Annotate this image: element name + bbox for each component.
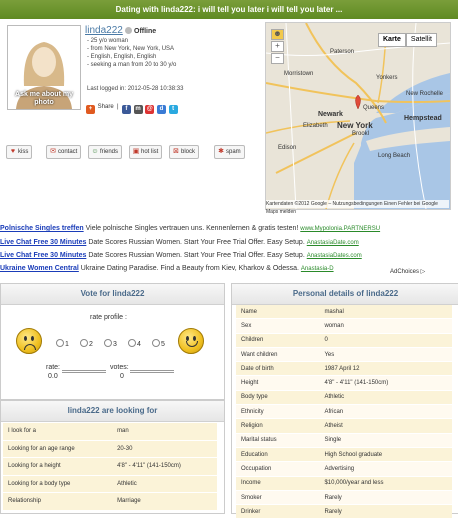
table-row	[236, 333, 452, 347]
heart-icon: ♥	[10, 148, 16, 155]
friends-label: friends	[100, 149, 119, 155]
field-label: Relationship	[3, 493, 112, 511]
friends-icon: ☺	[91, 148, 99, 155]
status-dot-icon	[125, 27, 132, 34]
field-value: Yes	[319, 347, 452, 361]
hotlist-icon: ▣	[132, 148, 140, 155]
votes-value: 0	[120, 373, 124, 380]
field-label: Smoker	[236, 490, 319, 504]
map-label: Paterson	[330, 49, 355, 55]
field-label: Want children	[236, 347, 319, 361]
table-row	[236, 362, 452, 376]
ad-url[interactable]: Anastasia-D	[300, 266, 334, 272]
spam-icon: ✱	[218, 148, 224, 155]
online-status	[125, 27, 156, 35]
table-row	[3, 475, 217, 493]
table-row	[236, 447, 452, 461]
ad-title[interactable]: Live Chat Free 30 Minutes	[0, 239, 87, 246]
field-value: $10,000/year and less	[319, 476, 452, 490]
rating-option-label: 1	[65, 341, 69, 348]
field-label: Height	[236, 376, 319, 390]
field-value: High School graduate	[319, 447, 452, 461]
table-row	[3, 423, 217, 440]
field-value: Marriage	[112, 493, 217, 511]
rating-option-4[interactable]	[128, 339, 141, 348]
block-button[interactable]	[169, 145, 199, 159]
field-label: Drinker	[236, 505, 319, 519]
table-row	[236, 462, 452, 476]
radio-button[interactable]	[104, 339, 112, 347]
ad-line[interactable]	[0, 263, 388, 275]
table-row	[236, 390, 452, 404]
field-label: Marital status	[236, 433, 319, 447]
table-row	[236, 347, 452, 361]
rate-profile-label: rate profile :	[90, 314, 127, 321]
ad-url[interactable]: AnastasiaDate.com	[306, 240, 359, 246]
table-row	[236, 319, 452, 333]
photo-caption: Ask me about my photo	[15, 91, 73, 106]
ad-url[interactable]: www.Mypolonia.PARTNERSU	[300, 226, 381, 232]
field-value: 20-30	[112, 440, 217, 458]
adchoices-link[interactable]: AdChoices ▷	[390, 269, 426, 275]
field-value: Single	[319, 433, 452, 447]
field-value: 4'8" - 4'11" (141-150cm)	[112, 458, 217, 476]
tab-satellite[interactable]: Satellit	[406, 33, 437, 47]
ad-text: Date Scores Russian Women. Start Your Free Trial Offer. Easy Setup.	[88, 239, 305, 246]
field-value: Athletic	[319, 390, 452, 404]
pegman-icon[interactable]: ☻	[271, 29, 284, 40]
myspace-icon[interactable]: m	[135, 106, 141, 112]
ad-title[interactable]: Ukraine Women Central	[0, 265, 79, 272]
ad-line[interactable]	[0, 223, 458, 235]
rating-option-5[interactable]	[152, 339, 165, 348]
username-link[interactable]: linda222	[85, 25, 123, 36]
field-value: mashal	[319, 305, 452, 319]
field-label: Children	[236, 333, 319, 347]
ad-line[interactable]	[0, 237, 458, 249]
field-value: Rarely	[319, 490, 452, 504]
map-type-tabs	[378, 28, 437, 43]
map-label: Long Beach	[378, 153, 411, 159]
rating-option-2[interactable]	[80, 339, 93, 348]
field-value: Advertising	[319, 462, 452, 476]
profile-photo[interactable]	[7, 25, 81, 110]
field-label: Income	[236, 476, 319, 490]
contact-button[interactable]	[46, 145, 81, 159]
map-zoom-control	[271, 29, 284, 65]
map-label: Hempstead	[404, 115, 442, 122]
personal-details-table	[236, 305, 452, 519]
rating-option-label: 2	[89, 341, 93, 348]
map-label: New York	[337, 121, 373, 130]
looking-for-title: linda222 are looking for	[1, 401, 224, 422]
field-label: Looking for a body type	[3, 475, 112, 493]
spam-button[interactable]	[214, 145, 245, 159]
field-value: African	[319, 405, 452, 419]
delicious-icon[interactable]: d	[157, 105, 166, 114]
status-text: Offline	[134, 28, 157, 35]
field-value: 0	[319, 333, 452, 347]
hotlist-button[interactable]	[129, 145, 162, 159]
field-label: Date of birth	[236, 362, 319, 376]
ad-text: Date Scores Russian Women. Start Your Free Trial Offer. Easy Setup.	[88, 252, 305, 259]
contact-label: contact	[58, 149, 78, 155]
field-label: Education	[236, 447, 319, 461]
field-value: Rarely	[319, 505, 452, 519]
rating-option-1[interactable]	[56, 339, 69, 348]
table-row	[236, 419, 452, 433]
block-label: block	[181, 149, 196, 155]
share-label[interactable]: Share	[97, 104, 114, 110]
vote-panel-title: Vote for linda222	[1, 284, 224, 305]
profile-info-line: - English, English, English	[87, 54, 157, 60]
field-label: Looking for an age range	[3, 440, 112, 458]
votes-label: votes:	[110, 364, 129, 371]
field-label: Sex	[236, 319, 319, 333]
tab-map[interactable]: Karte	[378, 33, 406, 47]
table-row	[3, 458, 217, 476]
table-row	[236, 476, 452, 490]
facebook-icon[interactable]: f	[122, 105, 131, 114]
field-value: Athletic	[112, 475, 217, 493]
happy-face-icon[interactable]	[178, 328, 204, 354]
looking-for-table	[3, 423, 217, 511]
zoom-in-button[interactable]: +	[271, 41, 284, 52]
ad-url[interactable]: AnastasiaDates.com	[306, 253, 362, 259]
profile-info-line: - from New York, New York, USA	[87, 46, 175, 52]
table-row	[236, 376, 452, 390]
share-bar: + Share | f m @ d t	[86, 104, 179, 114]
twitter-icon[interactable]: t	[169, 105, 178, 114]
field-value: 4'8" - 4'11" (141-150cm)	[319, 376, 452, 390]
radio-button[interactable]	[152, 339, 160, 347]
map-label: New Rochelle	[406, 91, 444, 97]
email-icon[interactable]: @	[146, 106, 153, 112]
table-row	[3, 440, 217, 458]
field-label: Name	[236, 305, 319, 319]
table-row	[236, 490, 452, 504]
field-label: Body type	[236, 390, 319, 404]
map-footer[interactable]: Kartendaten ©2012 Google – Nutzungsbedingungen Einen Fehler bei Google Maps melden	[266, 200, 449, 208]
map-label: Queens	[363, 105, 385, 111]
kiss-label: kiss	[18, 149, 29, 155]
field-label: Looking for a height	[3, 458, 112, 476]
rating-option-label: 5	[161, 341, 165, 348]
envelope-icon: ✉	[50, 148, 56, 155]
map-label: Edison	[278, 145, 297, 151]
field-value: man	[112, 423, 217, 440]
zoom-out-button[interactable]: −	[271, 53, 284, 64]
rating-option-label: 4	[137, 341, 141, 348]
field-value: Atheist	[319, 419, 452, 433]
kiss-button[interactable]	[6, 145, 32, 159]
field-label: I look for a	[3, 423, 112, 440]
last-logged-text: Last logged in: 2012-05-28 10:38:33	[87, 86, 184, 92]
map-label: Morristown	[284, 71, 314, 77]
spam-label: spam	[226, 149, 241, 155]
rating-option-label: 3	[113, 341, 117, 348]
field-value: 1987 April 12	[319, 362, 452, 376]
ad-title[interactable]: Live Chat Free 30 Minutes	[0, 252, 87, 259]
map-label: Newark	[318, 111, 343, 118]
table-row	[3, 493, 217, 511]
map-label: Yonkers	[376, 75, 398, 81]
sad-face-icon[interactable]	[16, 328, 42, 354]
rate-value: 0.0	[48, 373, 58, 380]
share-plus-icon[interactable]: +	[86, 105, 95, 114]
radio-button[interactable]	[56, 339, 64, 347]
hotlist-label: hot list	[141, 149, 159, 155]
field-label: Ethnicity	[236, 405, 319, 419]
field-label: Religion	[236, 419, 319, 433]
radio-button[interactable]	[128, 339, 136, 347]
ad-text: Viele polnische Singles vertrauen uns. Kennenlernen & gratis testen!	[85, 225, 299, 232]
location-map[interactable]	[265, 22, 451, 210]
map-label: Brookl	[352, 131, 370, 137]
table-row	[236, 305, 452, 319]
rate-label: rate:	[46, 364, 61, 371]
rate-bar	[62, 370, 106, 373]
personal-details-title: Personal details of linda222	[232, 284, 458, 305]
rating-option-3[interactable]	[104, 339, 117, 348]
ad-line[interactable]	[0, 250, 458, 262]
field-value: woman	[319, 319, 452, 333]
ad-title[interactable]: Polnische Singles treffen	[0, 225, 84, 232]
ad-text: Ukraine Dating Paradise. Find a Beauty from Kiev, Kharkov & Odessa.	[80, 265, 299, 272]
table-row	[236, 433, 452, 447]
table-row	[236, 405, 452, 419]
block-icon: ⊠	[173, 148, 179, 155]
field-label: Occupation	[236, 462, 319, 476]
map-label: Elizabeth	[303, 123, 328, 129]
page-title-banner: Dating with linda222: i will tell you later i will tell you later ...	[0, 0, 458, 19]
radio-button[interactable]	[80, 339, 88, 347]
votes-bar	[130, 370, 174, 373]
profile-info-line: - seeking a man from 20 to 30 y/o	[87, 62, 177, 68]
profile-info-line: - 25 y/o woman	[87, 38, 129, 44]
friends-button[interactable]	[88, 145, 122, 159]
